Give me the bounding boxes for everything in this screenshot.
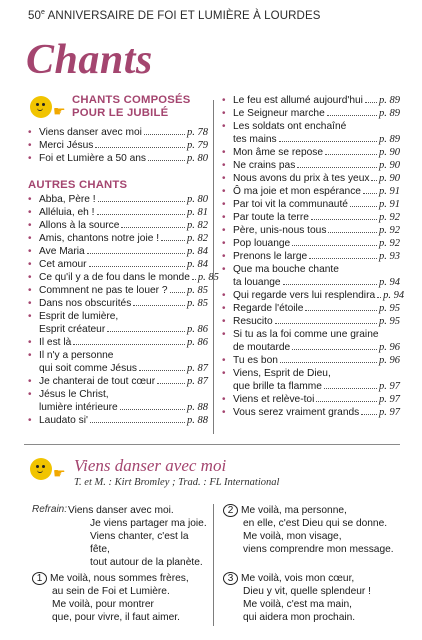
section-divider (24, 444, 400, 445)
index-entry-continued: Esprit créateur p. 86 (39, 324, 208, 335)
verse-3 (223, 572, 403, 624)
lyric-line: Me voilà, c'est ma main, (243, 599, 352, 610)
index-entry: • Il n'y a personne (28, 349, 208, 362)
index-entry: • Commnent ne pas te louer ? p. 85 (28, 284, 208, 297)
index-entry: • Jésus le Christ, (28, 388, 208, 401)
lyric-line: Je viens partager ma joie. (90, 518, 207, 529)
index-entry-continued: lumière intérieure p. 88 (39, 402, 208, 413)
jubile-heading: CHANTS COMPOSÉS POUR LE JUBILÉ (72, 94, 191, 119)
index-entry: • Les soldats ont enchaîné (222, 120, 400, 133)
index-entry-continued: que brille ta flamme p. 97 (233, 381, 400, 392)
page-title: Chants (26, 37, 153, 83)
refrain-label: Refrain: (32, 504, 68, 515)
index-entry: • Mon âme se repose p. 90 (222, 146, 400, 159)
index-left-column (28, 94, 219, 427)
lyric-line: 2 Me voilà, ma personne, (223, 504, 403, 517)
index-entry: • Merci Jésus p. 79 (28, 139, 208, 152)
index-entry: • Viens et relève-toi p. 97 (222, 393, 400, 406)
index-entry: • Foi et Lumière a 50 ans p. 80 (28, 152, 208, 165)
lyric-line: viens comprendre mon message. (243, 544, 394, 555)
index-entry: • Si tu as la foi comme une graine (222, 328, 400, 341)
song-title: Viens danser avec moi (74, 456, 227, 475)
index-entry: • Père, unis-nous tous p. 92 (222, 224, 400, 237)
index-entry: • Que ma bouche chante (222, 263, 400, 276)
index-entry: • Laudato si' p. 88 (28, 414, 208, 427)
index-entry: • Il est là p. 86 (28, 336, 208, 349)
index-entry: • Le feu est allumé aujourd'hui p. 89 (222, 94, 400, 107)
index-entry: • Amis, chantons notre joie ! p. 82 (28, 232, 208, 245)
lyrics-column-divider (213, 504, 214, 626)
lyric-line: qui aidera mon prochain. (243, 612, 356, 623)
index-entry: • Regarde l'étoile p. 95 (222, 302, 400, 315)
lyric-line: Me voilà, mon visage, (243, 531, 342, 542)
lyric-line: Viens danser avec moi. (68, 505, 174, 516)
index-entry: • Je chanterai de tout cœur p. 87 (28, 375, 208, 388)
running-header: 50e ANNIVERSAIRE DE FOI ET LUMIÈRE À LOURDES (28, 9, 321, 22)
verse-2 (223, 504, 403, 556)
index-entry: • Esprit de lumière, (28, 310, 208, 323)
index-entry: • Ô ma joie et mon espérance p. 91 (222, 185, 400, 198)
index-entry: • Le Seigneur marche p. 89 (222, 107, 400, 120)
lyric-line: Viens chanter, c'est la fête, (90, 531, 189, 555)
index-entry: • Prenons le large p. 93 (222, 250, 400, 263)
index-entry: • Nous avons du prix à tes yeux p. 90 (222, 172, 400, 185)
verse-number: 2 (223, 504, 238, 517)
smiley-face-icon (30, 458, 52, 480)
index-entry: • Dans nos obscurités p. 85 (28, 297, 208, 310)
index-entry: • Ne crains pas p. 90 (222, 159, 400, 172)
index-entry: • Par toute la terre p. 92 (222, 211, 400, 224)
index-entry: • Vous serez vraiment grands p. 97 (222, 406, 400, 419)
index-entry: • Tu es bon p. 96 (222, 354, 400, 367)
lyric-line: 1 Me voilà, nous sommes frères, (32, 572, 212, 585)
lyric-line: 3 Me voilà, vois mon cœur, (223, 572, 403, 585)
lyric-line: Dieu y vit, quelle splendeur ! (243, 586, 371, 597)
lyric-line: tout autour de la planète. (90, 557, 203, 568)
pointing-hand-icon: ☛ (53, 103, 66, 119)
index-entry: • Ce qu'il y a de fou dans le monde p. 85 (28, 271, 208, 284)
column-divider (213, 100, 214, 434)
lyric-line: Me voilà, pour montrer (52, 599, 154, 610)
index-entry-continued: tes mains p. 89 (233, 134, 400, 145)
index-entry: • Viens, Esprit de Dieu, (222, 367, 400, 380)
index-entry: • Resucito p. 95 (222, 315, 400, 328)
verse-number: 3 (223, 572, 238, 585)
index-entry-continued: qui soit comme Jésus p. 87 (39, 363, 208, 374)
index-entry: • Allons à la source p. 82 (28, 219, 208, 232)
index-entry-continued: de moutarde p. 96 (233, 342, 400, 353)
song-credit: T. et M. : Kirt Bromley ; Trad. : FL International (74, 477, 280, 488)
index-entry: • Par toi vit la communauté p. 91 (222, 198, 400, 211)
index-entry: • Abba, Père ! p. 80 (28, 193, 208, 206)
pointing-hand-icon: ☛ (53, 465, 66, 481)
lyric-line: en elle, c'est Dieu qui se donne. (243, 518, 388, 529)
verse-number: 1 (32, 572, 47, 585)
index-entry: • Qui regarde vers lui resplendira p. 94 (222, 289, 400, 302)
lyric-line: au sein de Foi et Lumière. (52, 586, 170, 597)
index-entry: • Ave Maria p. 84 (28, 245, 208, 258)
index-entry: • Cet amour p. 84 (28, 258, 208, 271)
verse-1 (32, 572, 212, 624)
index-entry: • Pop louange p. 92 (222, 237, 400, 250)
autres-heading: AUTRES CHANTS (28, 179, 128, 191)
refrain-text (68, 504, 208, 569)
index-entry: • Alléluia, eh ! p. 81 (28, 206, 208, 219)
index-entry-continued: ta louange p. 94 (233, 277, 400, 288)
lyric-line: que, pour vivre, il faut aimer. (52, 612, 180, 623)
index-right-column (222, 94, 405, 419)
index-entry: • Viens danser avec moi p. 78 (28, 126, 208, 139)
